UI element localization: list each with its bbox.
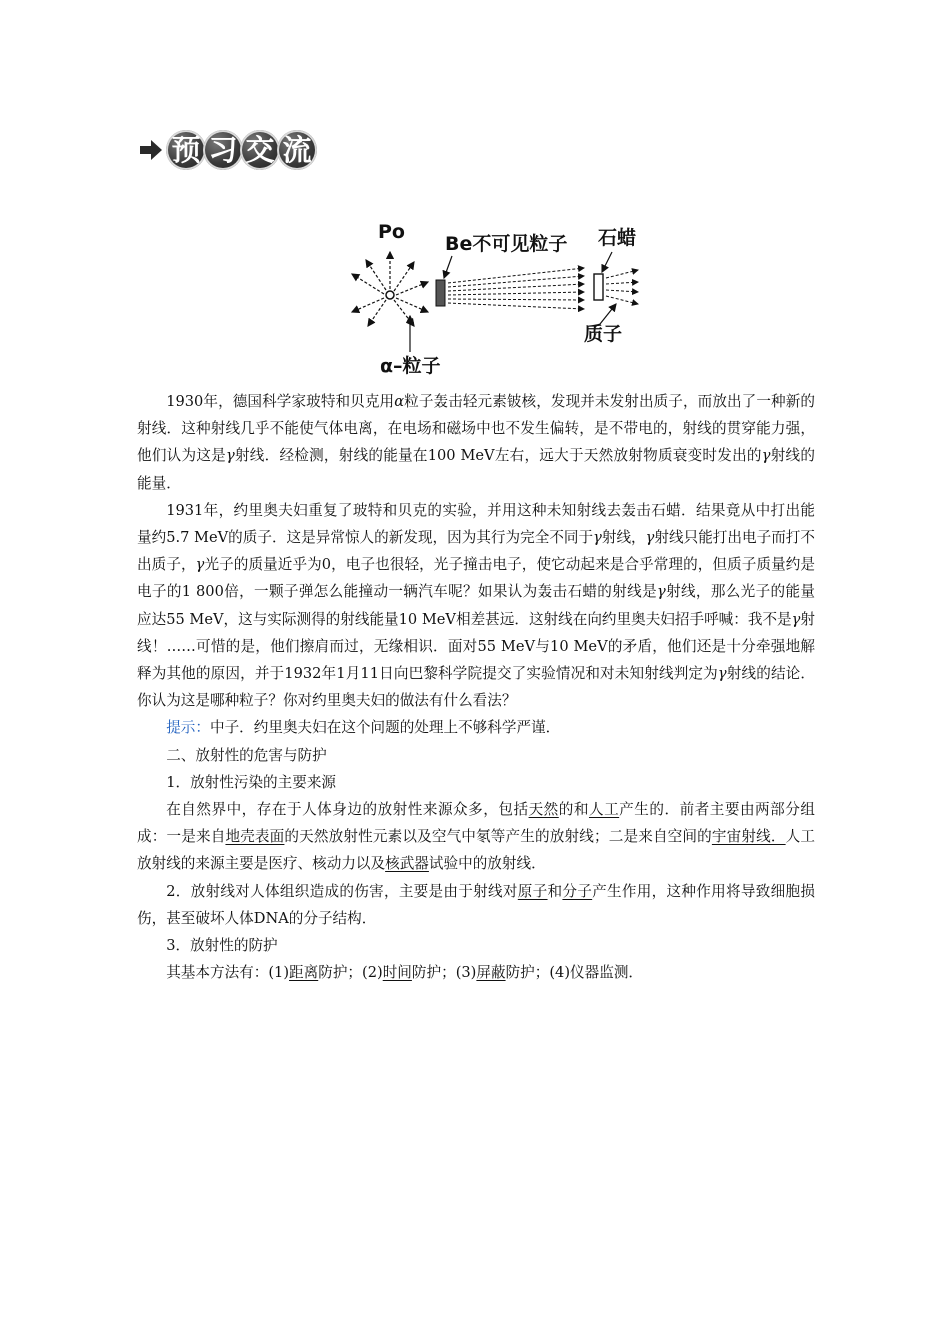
paragraph-4: 2．放射线对人体组织造成的伤害，主要是由于射线对原子和分子产生作用，这种作用将导致细胞损伤，甚至破坏人体DNA的分子结构． <box>137 882 815 927</box>
blank-answer: 原子 <box>517 882 548 900</box>
beryllium-target <box>436 280 445 306</box>
po-source <box>386 291 394 299</box>
item-title-1: 1．放射性污染的主要来源 <box>166 773 337 791</box>
section-title: 二、放射性的危害与防护 <box>166 746 327 764</box>
alpha-label: α–粒子 <box>380 355 441 377</box>
blank-answer: 时间 <box>382 964 412 982</box>
blank-answer: 地壳表面 <box>225 828 285 846</box>
heading-char: 交 <box>240 130 280 170</box>
be-label: Be不可见粒子 <box>445 233 568 255</box>
arrow-right-icon <box>138 137 164 163</box>
proton-label: 质子 <box>584 323 623 345</box>
hint-paragraph: 提示：中子．约里奥夫妇在这个问题的处理上不够科学严谨． <box>166 719 561 737</box>
blank-answer: 距离 <box>289 964 319 982</box>
blank-answer: 核武器 <box>385 855 429 873</box>
experiment-diagram-svg <box>340 212 660 380</box>
alpha-rays <box>352 252 428 326</box>
proton-rays <box>606 270 638 304</box>
blank-answer: 屏蔽 <box>476 964 506 982</box>
heading-char: 预 <box>166 130 206 170</box>
experiment-diagram <box>340 212 660 380</box>
section-heading <box>138 128 314 172</box>
paragraph-2: 1931年，约里奥夫妇重复了玻特和贝克的实验，并用这种未知射线去轰击石蜡．结果竟从中打出能量约5.7 MeV的质子．这是异常惊人的新发现，因为其行为完全不同于γ射线，γ射线只能打出电子而打不出质子，γ光子的质量近乎为0，电子也很轻，光子撞击电子，使它动起来是合乎常理的，但质子质量约是电子的1 800倍，一颗子弹怎么能撞动一辆汽车呢？如果认为轰击石蜡的射线是γ射线，那么光子的能量应达55 MeV，这与实际测得的射线能量10 MeV相差甚远．这射线在向约里奥夫妇招手呼喊：我不是γ射线！……可惜的是，他们擦肩而过，无缘相识．面对55 MeV与10 MeV的矛盾，他们还是十分牵强地解释为其他的原因，并于1932年1月11日向巴黎科学院提交了实验情况和对未知射线判定为γ射线的结论．你认为这是哪种粒子？你对约里奥夫妇的做法有什么看法？ <box>137 501 815 710</box>
heading-char: 流 <box>277 130 317 170</box>
blank-answer: 宇宙射线． <box>711 828 786 846</box>
paragraph-5: 其基本方法有：(1)距离防护；(2)时间防护；(3)屏蔽防护；(4)仪器监测． <box>166 964 644 982</box>
po-label: Po <box>378 221 405 243</box>
heading-char: 习 <box>203 130 243 170</box>
blank-answer: 人工 <box>588 801 620 819</box>
blank-answer: 分子 <box>562 882 593 900</box>
blank-answer: 天然 <box>528 801 559 819</box>
invisible-rays <box>448 268 584 309</box>
paragraph-3: 在自然界中，存在于人体身边的放射性来源众多，包括天然的和人工产生的．前者主要由两部分组成：一是来自地壳表面的天然放射性元素以及空气中氡等产生的放射线；二是来自空间的宇宙射线．人工放射线的来源主要是医疗、核动力以及核武器试验中的放射线． <box>137 801 815 873</box>
paragraph-1: 1930年，德国科学家玻特和贝克用α粒子轰击轻元素铍核，发现并未发射出质子，而放出了一种新的射线．这种射线几乎不能使气体电离，在电场和磁场中也不发生偏转，是不带电的，射线的贯穿能力强，他们认为这是γ射线．经检测，射线的能量在100 MeV左右，远大于天然放射物质衰变时发出的γ射线的能量． <box>137 393 815 492</box>
paraffin-label: 石蜡 <box>598 227 637 249</box>
paraffin-block <box>594 274 603 300</box>
hint-label: 提示： <box>166 719 210 737</box>
item-title-3: 3．放射性的防护 <box>166 937 278 955</box>
document-body <box>137 388 815 986</box>
